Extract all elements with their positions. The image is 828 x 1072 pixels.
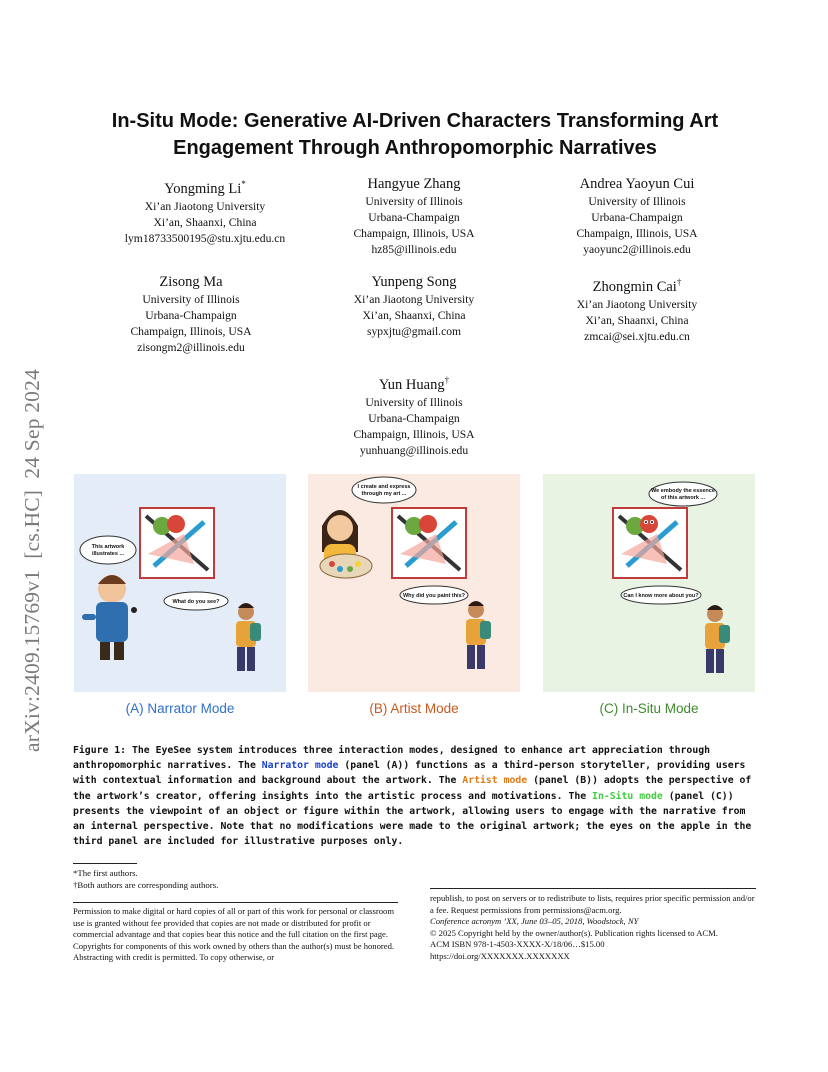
author-block: Hangyue Zhang University of Illinois Urbana-Champaign Champaign, Illinois, USA hz85@illinois.edu xyxy=(289,175,539,258)
visitor-character xyxy=(236,603,261,671)
svg-text:illustrates ...: illustrates ... xyxy=(91,551,125,557)
figure-panel-insitu xyxy=(543,474,755,692)
artwork-frame xyxy=(140,508,214,578)
permission-continued: republish, to post on servers or to redistribute to lists, requires prior specific permission and/or a fee. Request permissions from permissions@acm.org. Conference acronym ’XX, June 03–05, 2018, Woodstock, NY © 2025 Copyright held by the owner/author(s). Publication rights licensed to ACM. ACM ISBN 978-1-4503-XXXX-X/18/06…$15.00 https://doi.org/XXXXXXX.XXXXXXX xyxy=(430,893,755,961)
panel-label-insitu: (C) In-Situ Mode xyxy=(599,701,699,716)
user-speech-bubble xyxy=(164,592,228,610)
permission-rule-right xyxy=(430,888,756,889)
conference-info: Conference acronym ’XX, June 03–05, 2018, Woodstock, NY xyxy=(430,916,639,927)
svg-text:We embody the essence: We embody the essence xyxy=(651,488,715,494)
svg-text:Why did you paint this?: Why did you paint this? xyxy=(402,593,466,599)
author-block: Zhongmin Cai† Xi’an Jiaotong University Xi’an, Shaanxi, China zmcai@sei.xjtu.edu.cn xyxy=(512,273,762,345)
footnote-corresponding: †Both authors are corresponding authors. xyxy=(73,880,219,890)
author-block: Zisong Ma University of Illinois Urbana-Champaign Champaign, Illinois, USA zisongm2@illinois.edu xyxy=(66,273,316,356)
visitor-character xyxy=(466,601,491,669)
panel-label-artist: (B) Artist Mode xyxy=(369,701,459,716)
figure-panel-narrator xyxy=(74,474,286,692)
user-speech-bubble xyxy=(621,586,701,604)
author-email[interactable]: yunhuang@illinois.edu xyxy=(359,443,469,457)
author-block: Andrea Yaoyun Cui University of Illinois Urbana-Champaign Champaign, Illinois, USA yaoyunc2@illinois.edu xyxy=(512,175,762,258)
permission-notice: Permission to make digital or hard copies of all or part of this work for personal or classroom use is granted without fee provided that copies are not made or distributed for profit or commercial advantage and that copies bear this notice and the full citation on the first page. Copyrights for components of this work owned by others than the author(s) must be honored. Abstracting with credit is permitted. To copy otherwise, or xyxy=(73,906,395,963)
insitu-speech-bubble xyxy=(649,482,717,506)
svg-text:of this artwork ...: of this artwork ... xyxy=(660,495,706,501)
isbn-line: ACM ISBN 978-1-4503-XXXX-X/18/06…$15.00 xyxy=(430,939,605,950)
author-block: Yunpeng Song Xi’an Jiaotong University Xi’an, Shaanxi, China sypxjtu@gmail.com xyxy=(289,273,539,340)
permission-rule-left xyxy=(73,902,398,903)
artist-character xyxy=(320,510,372,578)
author-email[interactable]: lym18733500195@stu.xjtu.edu.cn xyxy=(124,231,286,245)
author-block: Yun Huang† University of Illinois Urbana-Champaign Champaign, Illinois, USA yunhuang@illinois.edu xyxy=(289,371,539,459)
svg-text:Can I know more about you?: Can I know more about you? xyxy=(623,593,699,599)
svg-text:I create and express: I create and express xyxy=(357,484,411,490)
narrator-speech-bubble xyxy=(80,536,136,564)
arxiv-sidebar-stamp: arXiv:2409.15769v1 [cs.HC] 24 Sep 2024 xyxy=(20,368,44,752)
footnote-first-authors: *The first authors. xyxy=(73,868,138,878)
paper-title: In-Situ Mode: Generative AI-Driven Characters Transforming Art Engagement Through Anthropomorphic Narratives xyxy=(111,110,719,159)
svg-text:This artwork: This artwork xyxy=(91,544,125,550)
copyright-line: © 2025 Copyright held by the owner/author(s). Publication rights licensed to ACM. xyxy=(430,927,718,938)
svg-text:through my art ...: through my art ... xyxy=(361,491,407,497)
author-block: Yongming Li* Xi’an Jiaotong University Xi’an, Shaanxi, China lym18733500195@stu.xjtu.edu.cn xyxy=(80,175,330,247)
author-email[interactable]: zisongm2@illinois.edu xyxy=(137,341,245,354)
artwork-frame xyxy=(392,508,466,578)
narrator-character xyxy=(82,575,137,660)
author-email[interactable]: yaoyunc2@illinois.edu xyxy=(583,243,691,256)
figure-panel-artist xyxy=(308,474,520,692)
figure-caption: Figure 1: The EyeSee system introduces three interaction modes, designed to enhance art appreciation through anthropomorphic narratives. The Narrator mode (panel (A)) functions as a third-person storyteller, providing users with contextual information and background about the artwork. The Artist mode (panel (B)) adopts the perspective of the artwork’s creator, offering insights into the artistic process and motivations. The In-Situ mode (panel (C)) presents the viewpoint of an object or figure within the artwork, allowing users to engage with the narrative from an internal perspective. Note that no modifications were made to the original artwork; the eyes on the apple in the third panel are included for illustrative purposes only. xyxy=(73,745,752,848)
author-email[interactable]: hz85@illinois.edu xyxy=(371,243,457,256)
artwork-frame xyxy=(613,508,687,578)
panel-label-narrator: (A) Narrator Mode xyxy=(125,701,235,716)
footnote-rule xyxy=(73,863,137,864)
visitor-character xyxy=(705,605,730,673)
author-email[interactable]: zmcai@sei.xjtu.edu.cn xyxy=(584,329,690,343)
author-email[interactable]: sypxjtu@gmail.com xyxy=(366,325,462,338)
user-speech-bubble xyxy=(400,586,468,604)
svg-text:What do you see?: What do you see? xyxy=(172,599,220,605)
artist-speech-bubble xyxy=(352,477,416,503)
doi-link[interactable]: https://doi.org/XXXXXXX.XXXXXXX xyxy=(430,950,570,961)
